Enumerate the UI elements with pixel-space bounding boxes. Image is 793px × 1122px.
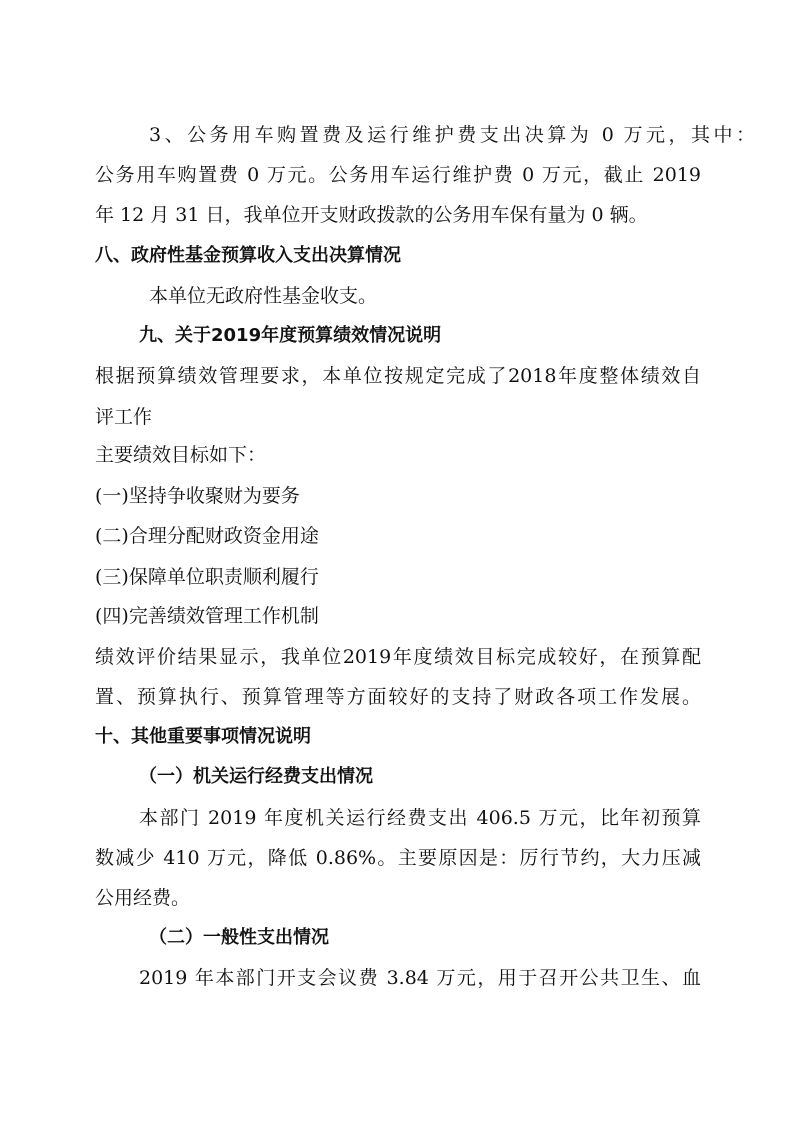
paragraph-line: 本部门 2019 年度机关运行经费支出 406.5 万元，比年初预算: [139, 807, 701, 829]
subsection-heading: （二）一般性支出情况: [149, 927, 329, 948]
paragraph-line: 本单位无政府性基金收支。: [149, 285, 378, 307]
paragraph-line: 2019 年本部门开支会议费 3.84 万元，用于召开公共卫生、血: [139, 967, 701, 989]
paragraph-line: 公务用车购置费 0 万元。公务用车运行维护费 0 万元，截止 2019: [95, 164, 701, 186]
paragraph-line: 根据预算绩效管理要求，本单位按规定完成了2018年度整体绩效自: [95, 365, 701, 387]
paragraph-line: 年 12 月 31 日，我单位开支财政拨款的公务用车保有量为 0 辆。: [95, 204, 648, 226]
paragraph-line: 主要绩效目标如下：: [95, 444, 267, 466]
paragraph-line: 公用经费。: [95, 887, 191, 909]
section-heading: 九、关于2019年度预算绩效情况说明: [139, 325, 442, 346]
list-item: (三)保障单位职责顺利履行: [95, 566, 319, 588]
subsection-heading: （一）机关运行经费支出情况: [139, 766, 373, 787]
list-item: (四)完善绩效管理工作机制: [95, 605, 319, 627]
paragraph-line: 置、预算执行、预算管理等方面较好的支持了财政各项工作发展。: [95, 686, 701, 708]
list-item: (一)坚持争收聚财为要务: [95, 485, 300, 507]
list-item: (二)合理分配财政资金用途: [95, 525, 319, 547]
paragraph-line: 3、公务用车购置费及运行维护费支出决算为 0 万元，其中：: [149, 124, 755, 146]
paragraph-line: 绩效评价结果显示，我单位2019年度绩效目标完成较好，在预算配: [95, 646, 701, 668]
paragraph-line: 数减少 410 万元，降低 0.86%。主要原因是：厉行节约，大力压减: [95, 847, 701, 869]
section-heading: 八、政府性基金预算收入支出决算情况: [95, 245, 401, 266]
paragraph-line: 评工作: [95, 406, 153, 428]
section-heading: 十、其他重要事项情况说明: [95, 726, 311, 747]
